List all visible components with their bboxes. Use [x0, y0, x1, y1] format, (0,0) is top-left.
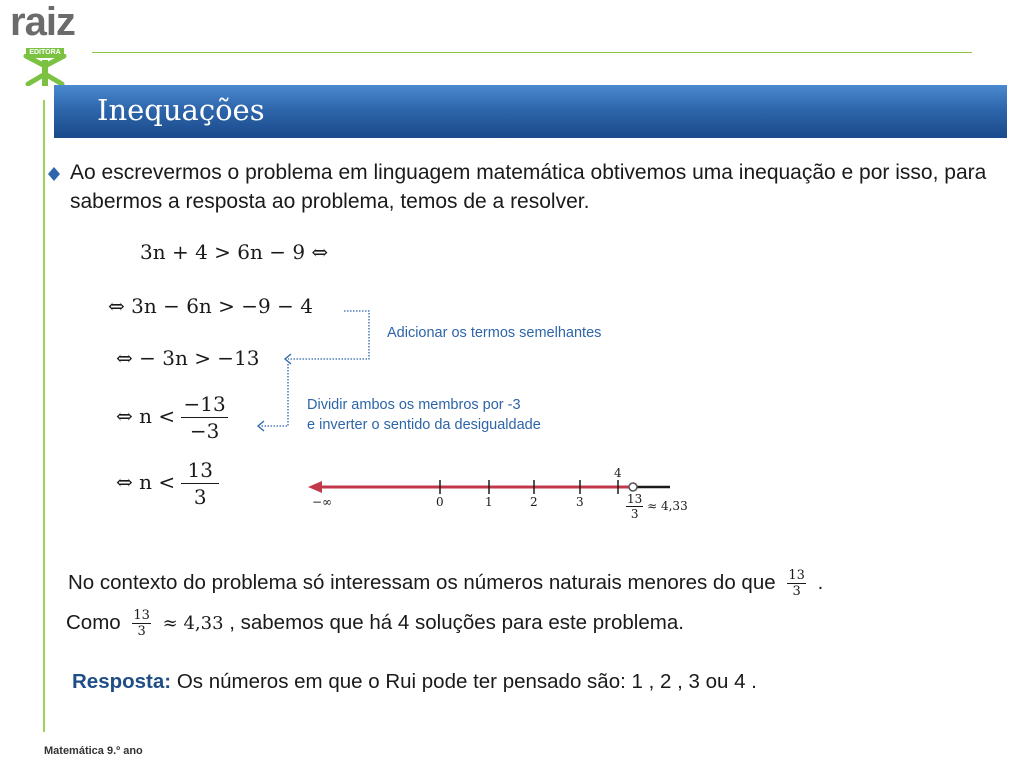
context-fraction-2 — [132, 608, 151, 639]
bound-numerator: 13 — [627, 492, 643, 506]
bound-approx: ≈ 4,33 — [647, 499, 688, 513]
context-text-1: No contexto do problema só interessam os números naturais menores do que — [68, 570, 776, 594]
logo-word: raiz — [10, 0, 75, 44]
context-frac-numerator: 13 — [788, 568, 805, 583]
fraction-denominator: 3 — [193, 485, 207, 509]
tick-label-1: 1 — [485, 495, 493, 509]
equation-step-1: 3n + 4 > 6n − 9 ⇔ — [140, 240, 329, 264]
open-endpoint — [629, 483, 637, 491]
logo-subtitle: EDITORA — [26, 48, 64, 58]
context-fraction — [787, 568, 806, 599]
context-approx: ≈ 4,33 — [162, 612, 224, 634]
fraction-numerator: −13 — [183, 392, 226, 416]
context-frac2-denominator: 3 — [137, 624, 146, 639]
bound-denominator: 3 — [630, 507, 639, 521]
bound-fraction — [626, 492, 643, 521]
connector-divide — [260, 364, 288, 426]
context-line-2-end: , sabemos que há 4 soluções para este problema. — [229, 610, 684, 634]
fraction-denominator: −3 — [189, 419, 220, 443]
equation-step-5-lhs: ⇔ n < — [116, 470, 176, 494]
connector-divide-arrowhead — [258, 421, 264, 431]
answer-text: Os números em que o Rui pode ter pensado são: 1 , 2 , 3 ou 4 . — [176, 670, 757, 693]
equation-step-4-lhs: ⇔ n < — [116, 404, 176, 428]
connector-add-terms — [288, 311, 369, 359]
slide-title: Inequações — [97, 93, 265, 127]
context-line-2 — [66, 608, 684, 639]
note-add-terms: Adicionar os termos semelhantes — [387, 325, 602, 341]
intro-paragraph: Ao escrevermos o problema em linguagem matemática obtivemos uma inequação e por isso, para sabermos a resposta ao problema, temos de a resolver. — [70, 161, 987, 213]
context-frac2-numerator: 13 — [133, 608, 150, 623]
label-neg-infinity: −∞ — [312, 495, 333, 509]
equation-step-2: ⇔ 3n − 6n > −9 − 4 — [108, 294, 313, 318]
tick-label-4: 4 — [614, 466, 622, 480]
number-line — [300, 462, 700, 537]
context-frac-denominator: 3 — [792, 584, 801, 599]
note-divide-line-1: Dividir ambos os membros por -3 — [307, 397, 521, 413]
context-como: Como — [66, 610, 121, 634]
tick-label-0: 0 — [436, 495, 444, 509]
tick-label-3: 3 — [576, 495, 584, 509]
answer-line — [72, 670, 757, 694]
note-divide — [307, 395, 541, 435]
answer-label: Resposta: — [72, 670, 172, 693]
solution-ray-arrowhead — [308, 481, 322, 493]
context-line-1-end: . — [817, 570, 824, 594]
bound-label — [626, 492, 688, 521]
equation-step-3: ⇔ − 3n > −13 — [116, 346, 260, 370]
context-line-1 — [68, 568, 823, 599]
tick-label-2: 2 — [530, 495, 538, 509]
note-divide-line-2: e inverter o sentido da desigualdade — [307, 417, 541, 433]
footer-course: Matemática 9.º ano — [44, 745, 143, 757]
fraction-numerator: 13 — [181, 458, 218, 484]
